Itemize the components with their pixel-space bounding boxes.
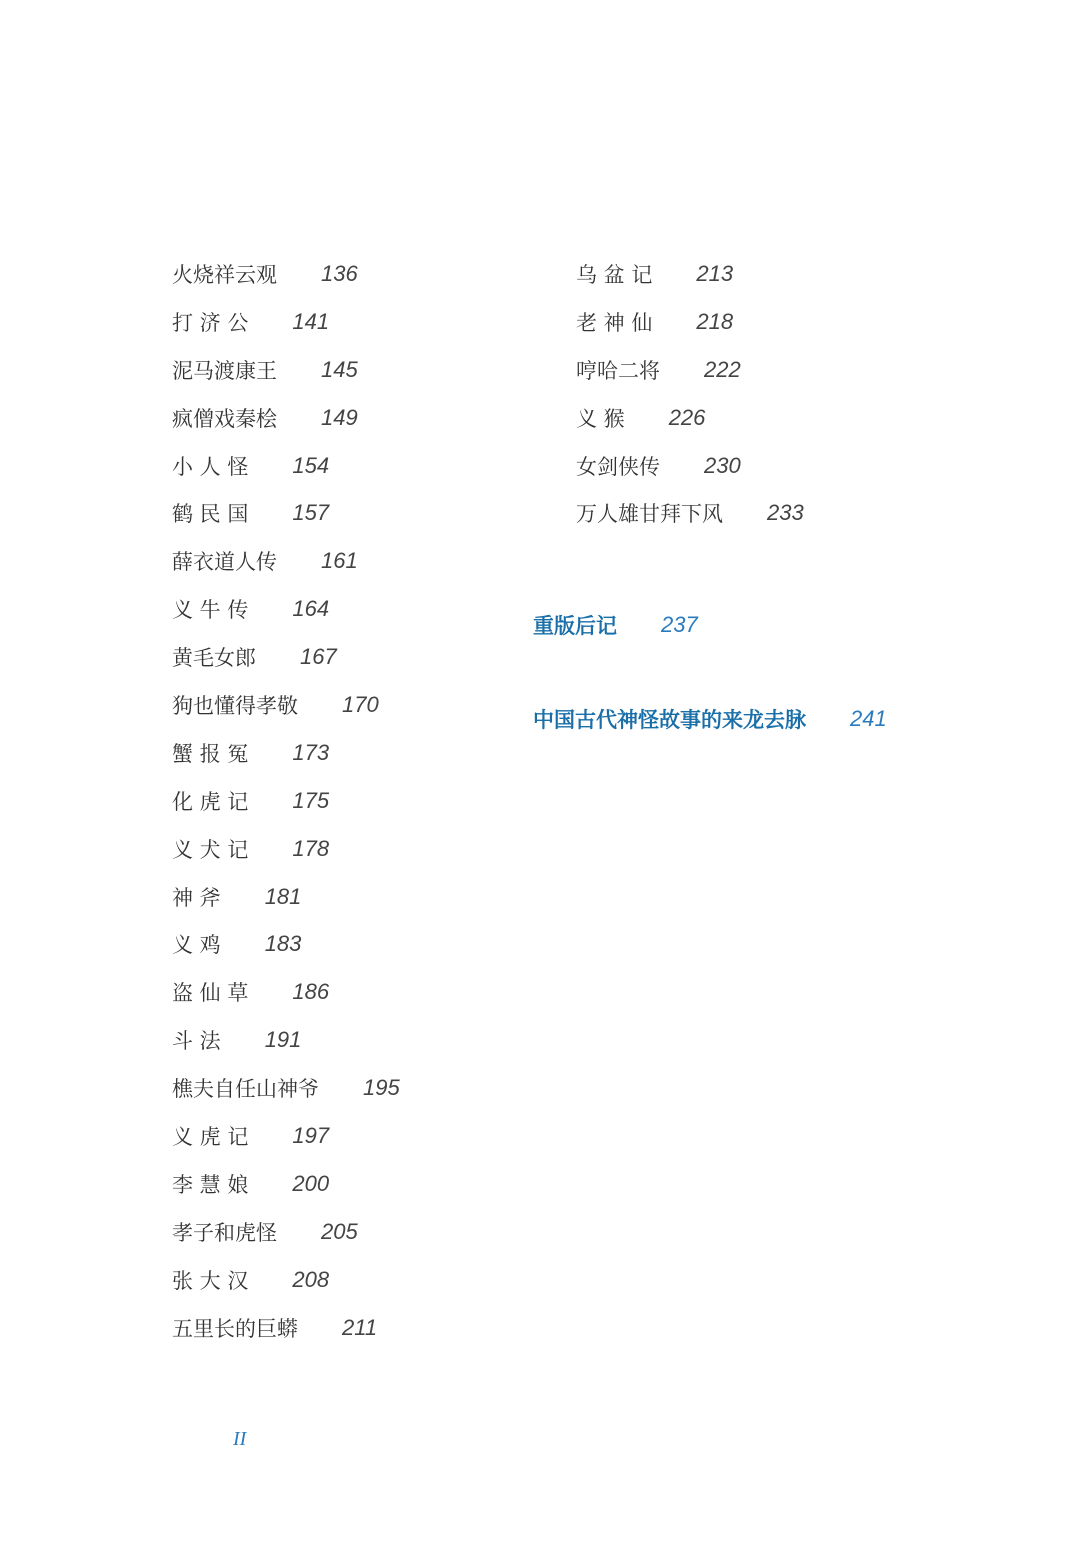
- toc-entry-page: 197: [292, 1122, 330, 1148]
- toc-entry[interactable]: [172, 489, 400, 537]
- toc-entry[interactable]: [576, 250, 804, 298]
- toc-entry-title: 小 人 怪: [172, 454, 249, 479]
- toc-entry-title: 狗也懂得孝敬: [172, 693, 298, 718]
- toc-entry-page: 141: [292, 308, 330, 334]
- toc-entry-title: 樵夫自任山神爷: [172, 1077, 319, 1102]
- toc-entry-title: 乌 盆 记: [576, 262, 653, 287]
- toc-entry-page: 191: [264, 1027, 302, 1053]
- toc-entry-page: 195: [363, 1075, 400, 1101]
- toc-entry[interactable]: [172, 1160, 400, 1208]
- toc-section-title: 中国古代神怪故事的来龙去脉: [533, 707, 806, 732]
- toc-entry-page: 186: [292, 979, 330, 1005]
- toc-entry[interactable]: [172, 1064, 400, 1112]
- toc-entry[interactable]: [172, 968, 400, 1016]
- toc-entry-page: 157: [292, 500, 330, 526]
- toc-entry[interactable]: [172, 920, 400, 968]
- toc-entry-title: 义 牛 传: [172, 598, 249, 623]
- page-number: II: [233, 1428, 247, 1450]
- toc-entry-page: 175: [292, 787, 330, 813]
- toc-entry[interactable]: [172, 1304, 400, 1352]
- toc-entry-title: 五里长的巨蟒: [172, 1316, 298, 1341]
- toc-entry[interactable]: [172, 633, 400, 681]
- toc-entry-title: 鹤 民 国: [172, 502, 249, 527]
- toc-entry[interactable]: [172, 825, 400, 873]
- toc-entry[interactable]: [576, 442, 804, 490]
- toc-entry-page: 145: [321, 356, 358, 382]
- toc-entry-title: 女剑侠传: [576, 454, 660, 479]
- toc-entry-title: 黄毛女郎: [172, 646, 256, 671]
- toc-entry-page: 181: [264, 883, 302, 909]
- toc-entry-page: 226: [668, 404, 706, 430]
- toc-entry-title: 斗 法: [172, 1029, 221, 1054]
- toc-entry[interactable]: [172, 250, 400, 298]
- toc-entry[interactable]: [576, 346, 804, 394]
- toc-entry-page: 164: [292, 596, 330, 622]
- toc-entry-page: 170: [342, 691, 379, 717]
- toc-entry-page: 208: [292, 1266, 330, 1292]
- toc-entry-title: 火烧祥云观: [172, 262, 277, 287]
- toc-entry-title: 蟹 报 冤: [172, 741, 249, 766]
- toc-entry-title: 盗 仙 草: [172, 981, 249, 1006]
- toc-entry-page: 167: [300, 644, 337, 670]
- toc-entry-title: 哼哈二将: [576, 358, 660, 383]
- toc-entry-page: 154: [292, 452, 330, 478]
- toc-entry-title: 疯僧戏秦桧: [172, 406, 277, 431]
- toc-entry[interactable]: [172, 1112, 400, 1160]
- toc-entry-title: 打 济 公: [172, 310, 249, 335]
- toc-entry[interactable]: [172, 1208, 400, 1256]
- toc-entry-title: 张 大 汉: [172, 1268, 249, 1293]
- toc-entry[interactable]: [576, 298, 804, 346]
- toc-entry-page: 211: [342, 1314, 378, 1340]
- toc-entry[interactable]: [172, 729, 400, 777]
- toc-entry-title: 义 猴: [576, 406, 625, 431]
- toc-section-page: 237: [661, 612, 698, 637]
- toc-section-title: 重版后记: [533, 613, 617, 638]
- toc-entry-page: 161: [321, 548, 358, 574]
- toc-entry-page: 178: [292, 835, 330, 861]
- toc-entry[interactable]: [172, 1256, 400, 1304]
- toc-entry-title: 薛衣道人传: [172, 550, 277, 575]
- toc-entry-page: 136: [321, 260, 358, 286]
- toc-section-page: 241: [850, 706, 887, 731]
- toc-entry-page: 173: [292, 739, 330, 765]
- toc-section-origins[interactable]: [533, 704, 887, 734]
- toc-entry-title: 万人雄甘拜下风: [576, 502, 723, 527]
- toc-section-afterword[interactable]: [533, 610, 698, 640]
- toc-entry-title: 义 犬 记: [172, 837, 249, 862]
- toc-entry-page: 149: [321, 404, 358, 430]
- toc-entry[interactable]: [172, 585, 400, 633]
- toc-entry-title: 义 鸡: [172, 933, 221, 958]
- toc-entry-title: 泥马渡康王: [172, 358, 277, 383]
- toc-entry-title: 化 虎 记: [172, 789, 249, 814]
- toc-entry-page: 183: [264, 931, 302, 957]
- toc-entry[interactable]: [576, 394, 804, 442]
- toc-entry-title: 神 斧: [172, 885, 221, 910]
- toc-entry[interactable]: [172, 537, 400, 585]
- toc-entry-page: 213: [696, 260, 734, 286]
- toc-entry[interactable]: [172, 1016, 400, 1064]
- toc-entry[interactable]: [576, 489, 804, 537]
- toc-entry[interactable]: [172, 442, 400, 490]
- toc-entry[interactable]: [172, 298, 400, 346]
- toc-entry-title: 孝子和虎怪: [172, 1220, 277, 1245]
- toc-entry-page: 222: [704, 356, 741, 382]
- toc-entry[interactable]: [172, 873, 400, 921]
- toc-entry-page: 205: [321, 1218, 358, 1244]
- toc-entry-title: 李 慧 娘: [172, 1172, 249, 1197]
- toc-entry[interactable]: [172, 777, 400, 825]
- toc-entry-title: 老 神 仙: [576, 310, 653, 335]
- toc-entry-page: 230: [704, 452, 741, 478]
- toc-entry-page: 233: [767, 500, 804, 526]
- toc-right-column: [576, 250, 804, 537]
- toc-entry[interactable]: [172, 394, 400, 442]
- toc-entry[interactable]: [172, 346, 400, 394]
- toc-entry-page: 200: [292, 1170, 330, 1196]
- toc-entry[interactable]: [172, 681, 400, 729]
- toc-entry-page: 218: [696, 308, 734, 334]
- toc-left-column: [172, 250, 400, 1351]
- toc-entry-title: 义 虎 记: [172, 1124, 249, 1149]
